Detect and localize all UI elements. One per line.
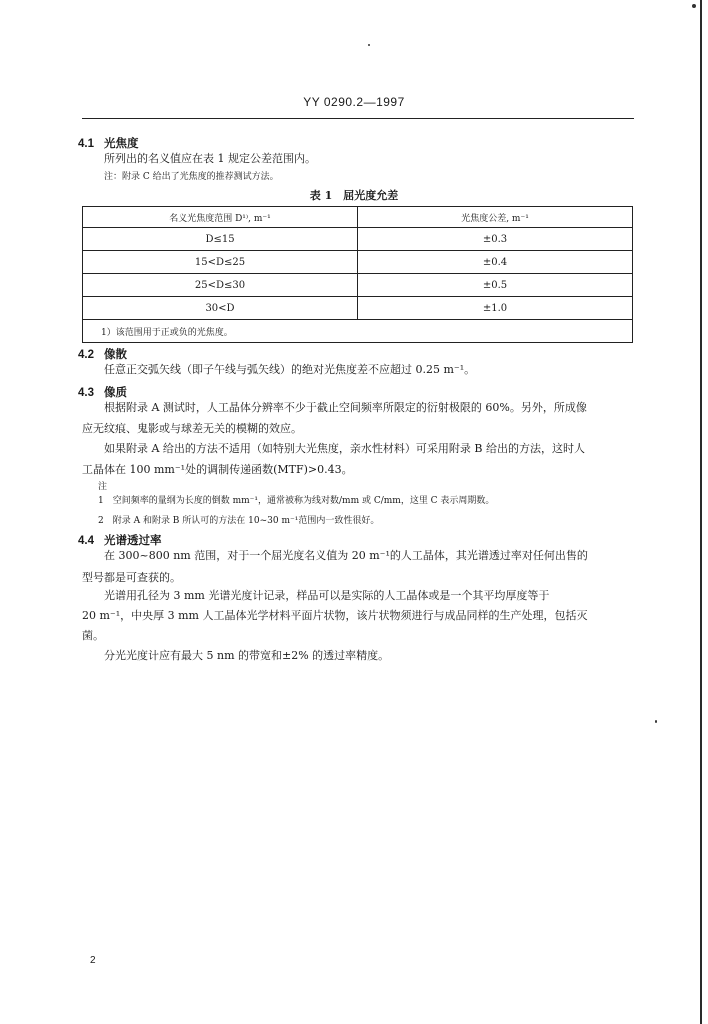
section-4-4-para3: 分光光度计应有最大 5 nm 的带宽和±2% 的透过率精度。: [104, 649, 390, 662]
table-row: [83, 274, 633, 297]
section-4-1-note: 注：附录 C 给出了光焦度的推荐测试方法。: [104, 172, 279, 182]
scan-speck: [368, 44, 370, 46]
tolerance-cell: ±0.4: [358, 251, 633, 274]
section-4-4-para2-line2: 20 m⁻¹，中央厚 3 mm 人工晶体光学材料平面片状物，该片状物须进行与成品同样的生产处理，包括灭: [82, 609, 588, 622]
column-header-range: 名义光焦度范围 D¹⁾, m⁻¹: [83, 207, 358, 228]
tolerance-cell: ±0.3: [358, 228, 633, 251]
scan-speck: [655, 720, 657, 723]
scan-speck: [692, 4, 696, 8]
notes-label: 注: [98, 482, 108, 492]
standard-code-header: YY 0290.2—1997: [303, 95, 405, 109]
table-header-row: [83, 207, 633, 228]
table-1-caption: 表 1 屈光度允差: [309, 189, 399, 202]
section-4-3-note-1: 1 空间频率的量纲为长度的倒数 mm⁻¹，通常被称为线对数/mm 或 C/mm，这里 C 表示周期数。: [98, 496, 495, 506]
range-cell: 25<D≤30: [83, 274, 358, 297]
table-footnote-row: [83, 320, 633, 343]
column-header-tolerance: 光焦度公差, m⁻¹: [358, 207, 633, 228]
section-4-3-para1-line1: 根据附录 A 测试时，人工晶体分辨率不少于截止空间频率所限定的衍射极限的 60%。另外，所成像: [104, 401, 587, 414]
section-4-3-note-2: 2 附录 A 和附录 B 所认可的方法在 10~30 m⁻¹范围内一致性很好。: [98, 516, 380, 526]
power-tolerance-table: [82, 206, 633, 343]
section-number: 4.2: [78, 349, 94, 361]
range-cell: D≤15: [83, 228, 358, 251]
page-number: 2: [90, 955, 96, 966]
section-4-4-para2-line1: 光谱用孔径为 3 mm 光谱光度计记录，样品可以是实际的人工晶体或是一个其平均厚度等于: [104, 589, 550, 602]
section-title: 光谱透过率: [104, 533, 162, 547]
section-number: 4.4: [78, 535, 94, 547]
section-title: 像散: [104, 347, 127, 361]
tolerance-cell: ±1.0: [358, 297, 633, 320]
section-4-4-para1-line2: 型号都是可查获的。: [82, 571, 181, 584]
table-row: [83, 251, 633, 274]
range-cell: 30<D: [83, 297, 358, 320]
section-4-3-para1-line2: 应无纹痕、鬼影或与球差无关的模糊的效应。: [82, 422, 302, 435]
table-row: [83, 228, 633, 251]
tolerance-cell: ±0.5: [358, 274, 633, 297]
header-divider: [82, 118, 634, 119]
range-cell: 15<D≤25: [83, 251, 358, 274]
section-4-3-para2-line2: 工晶体在 100 mm⁻¹处的调制传递函数(MTF)>0.43。: [82, 463, 353, 476]
section-4-1-text: 所列出的名义值应在表 1 规定公差范围内。: [104, 152, 316, 165]
section-4-3-para2-line1: 如果附录 A 给出的方法不适用（如特别大光焦度，亲水性材料）可采用附录 B 给出的方法，这时人: [104, 442, 586, 455]
table-row: [83, 297, 633, 320]
section-number: 4.3: [78, 387, 94, 399]
section-4-4-para2-line3: 菌。: [82, 629, 104, 642]
section-4-4-para1-line1: 在 300~800 nm 范围，对于一个屈光度名义值为 20 m⁻¹的人工晶体，其光谱透过率对任何出售的: [104, 549, 588, 562]
section-title: 像质: [104, 385, 127, 399]
section-number: 4.1: [78, 138, 94, 150]
section-4-2-text: 任意正交弧矢线（即子午线与弧矢线）的绝对光焦度差不应超过 0.25 m⁻¹。: [104, 363, 476, 376]
table-footnote: 1）该范围用于正或负的光焦度。: [83, 320, 633, 343]
section-title: 光焦度: [104, 136, 139, 150]
scan-edge-line: [700, 0, 702, 1024]
